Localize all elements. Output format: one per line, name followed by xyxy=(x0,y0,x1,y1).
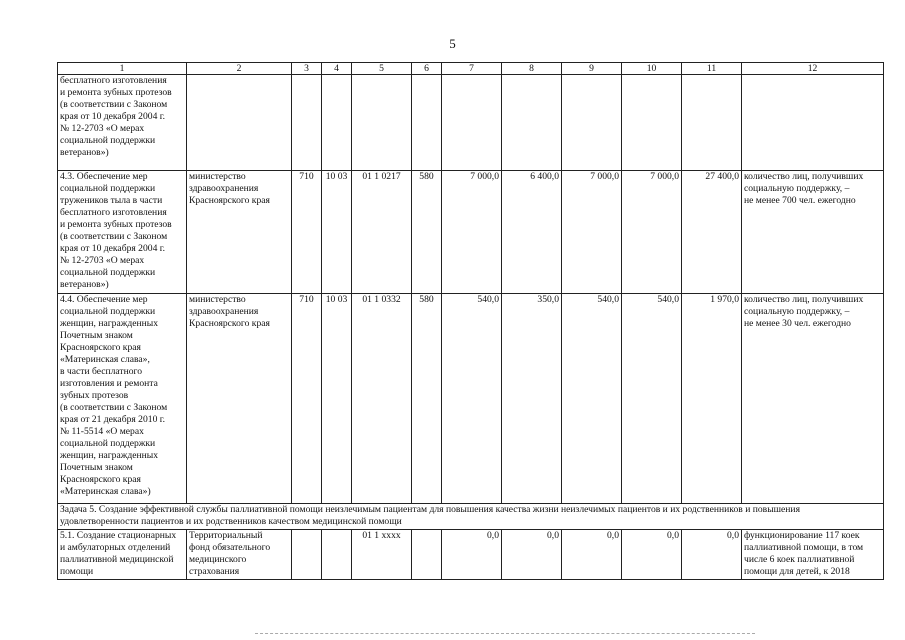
measure-name-cell: 5.1. Создание стационарных и амбулаторных отделений паллиативной медицинской помощи xyxy=(58,530,187,580)
scan-artifact-line xyxy=(255,633,755,634)
total-cell: 27 400,0 xyxy=(682,171,742,294)
table-row xyxy=(58,530,884,580)
column-header: 2 xyxy=(187,63,292,75)
measure-name-cell: 4.4. Обеспечение мер социальной поддержки женщин, награжденных Почетным знаком Красноярского края «Материнская слава», в части бесплатного изготовления и ремонта зубных протезов (в соответствии с Законом края от 21 декабря 2010 г. № 11-5514 «О мерах социальной поддержки женщин, награжденных Почетным знаком Красноярского края «Материнская слава») xyxy=(58,294,187,504)
rzpr-cell: 10 03 xyxy=(322,171,352,294)
value-cell: 540,0 xyxy=(562,294,622,504)
value-cell: 7 000,0 xyxy=(442,171,502,294)
rzpr-cell xyxy=(322,75,352,171)
value-cell: 6 400,0 xyxy=(502,171,562,294)
column-header: 8 xyxy=(502,63,562,75)
measure-name-cell: 4.3. Обеспечение мер социальной поддержки тружеников тыла в части бесплатного изготовления и ремонта зубных протезов (в соответствии с Законом края от 10 декабря 2004 г. № 12-2703 «О мерах социальной поддержки ветеранов») xyxy=(58,171,187,294)
column-header: 6 xyxy=(412,63,442,75)
value-cell: 0,0 xyxy=(502,530,562,580)
value-cell: 0,0 xyxy=(622,530,682,580)
vr-cell: 580 xyxy=(412,294,442,504)
table-row xyxy=(58,294,884,504)
value-cell: 7 000,0 xyxy=(562,171,622,294)
executor-cell: министерство здравоохранения Красноярского края xyxy=(187,171,292,294)
column-header: 11 xyxy=(682,63,742,75)
rzpr-cell: 10 03 xyxy=(322,294,352,504)
column-header: 10 xyxy=(622,63,682,75)
grbs-cell: 710 xyxy=(292,294,322,504)
grbs-cell xyxy=(292,530,322,580)
column-header: 12 xyxy=(742,63,884,75)
value-cell: 540,0 xyxy=(442,294,502,504)
value-cell: 540,0 xyxy=(622,294,682,504)
task-row xyxy=(58,504,884,530)
executor-cell: министерство здравоохранения Красноярского края xyxy=(187,294,292,504)
value-cell: 350,0 xyxy=(502,294,562,504)
executor-cell: Территориальный фонд обязательного медицинского страхования xyxy=(187,530,292,580)
value-cell: 0,0 xyxy=(562,530,622,580)
vr-cell: 580 xyxy=(412,171,442,294)
program-table xyxy=(57,62,884,580)
result-cell: количество лиц, получивших социальную поддержку, – не менее 30 чел. ежегодно xyxy=(742,294,884,504)
total-cell: 0,0 xyxy=(682,530,742,580)
column-number-header-row xyxy=(58,63,884,75)
value-cell xyxy=(562,75,622,171)
csr-cell xyxy=(352,75,412,171)
column-header: 4 xyxy=(322,63,352,75)
grbs-cell xyxy=(292,75,322,171)
csr-cell: 01 1 0217 xyxy=(352,171,412,294)
column-header: 1 xyxy=(58,63,187,75)
grbs-cell: 710 xyxy=(292,171,322,294)
value-cell: 0,0 xyxy=(442,530,502,580)
column-header: 9 xyxy=(562,63,622,75)
task-5-heading: Задача 5. Создание эффективной службы паллиативной помощи неизлечимым пациентам для повышения качества жизни неизлечимых пациентов и их родственников и повышения удовлетворенности пациентов и их родственников качеством медицинской помощи xyxy=(58,504,884,530)
result-cell: функционирование 117 коек паллиативной помощи, в том числе 6 коек паллиативной помощи для детей, к 2018 xyxy=(742,530,884,580)
result-cell: количество лиц, получивших социальную поддержку, – не менее 700 чел. ежегодно xyxy=(742,171,884,294)
result-cell xyxy=(742,75,884,171)
value-cell xyxy=(622,75,682,171)
vr-cell xyxy=(412,530,442,580)
vr-cell xyxy=(412,75,442,171)
total-cell: 1 970,0 xyxy=(682,294,742,504)
column-header: 5 xyxy=(352,63,412,75)
value-cell xyxy=(442,75,502,171)
column-header: 3 xyxy=(292,63,322,75)
csr-cell: 01 1 0332 xyxy=(352,294,412,504)
measure-name-cell: бесплатного изготовления и ремонта зубных протезов (в соответствии с Законом края от 10 декабря 2004 г. № 12-2703 «О мерах социальной поддержки ветеранов») xyxy=(58,75,187,171)
value-cell: 7 000,0 xyxy=(622,171,682,294)
table-row xyxy=(58,75,884,171)
column-header: 7 xyxy=(442,63,502,75)
table-row xyxy=(58,171,884,294)
executor-cell xyxy=(187,75,292,171)
csr-cell: 01 1 хххх xyxy=(352,530,412,580)
value-cell xyxy=(502,75,562,171)
page-number: 5 xyxy=(449,36,456,51)
total-cell xyxy=(682,75,742,171)
rzpr-cell xyxy=(322,530,352,580)
